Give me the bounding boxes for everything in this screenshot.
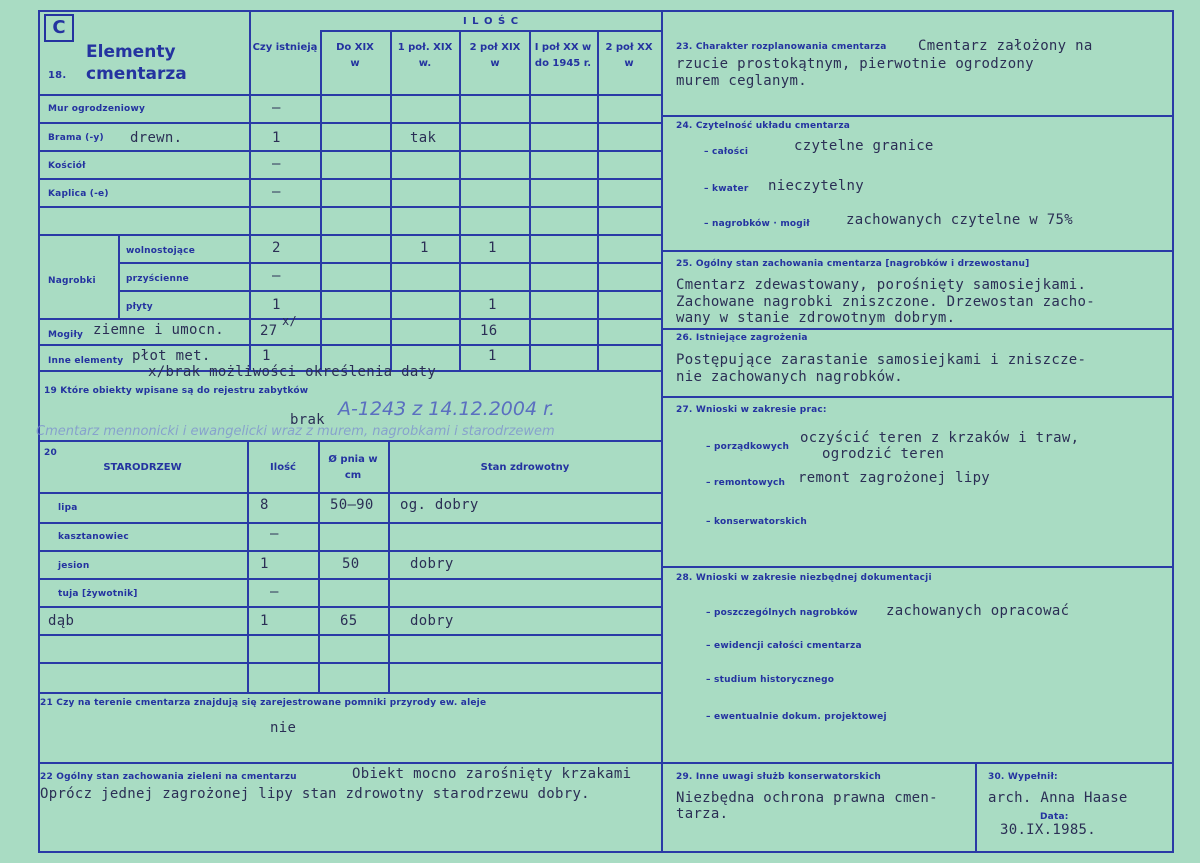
section27-konserwatorskich-label: – konserwatorskich — [706, 517, 807, 527]
tree-name: jesion — [58, 561, 90, 571]
grid-v — [247, 440, 249, 692]
section26-label: 26. Istniejące zagrożenia — [676, 333, 808, 343]
plyty-2pol-xix: 1 — [488, 297, 497, 313]
grid-h — [38, 606, 661, 608]
grid-v — [318, 440, 320, 692]
mogily-czy-footnote-mark: x/ — [282, 314, 298, 328]
section22-line2: Oprócz jednej zagrożonej lipy stan zdrowotny starodrzewu dobry. — [40, 786, 590, 802]
section18-number: 18. — [48, 70, 67, 81]
row-label-nagrobki: Nagrobki — [48, 276, 96, 286]
section24-nagrobkow-value: zachowanych czytelne w 75% — [846, 212, 1073, 228]
brama-extra: drewn. — [130, 130, 183, 146]
section30-date-label: Data: — [1040, 812, 1069, 822]
grid-h — [38, 440, 661, 442]
section24-nagrobkow-label: – nagrobków · mogił — [704, 219, 810, 229]
grid-v — [249, 10, 251, 370]
tree-pnia: 50 — [342, 556, 360, 572]
tree-name: dąb — [48, 613, 75, 629]
row-label-brama: Brama (-y) — [48, 133, 104, 143]
col-header-stan: Stan zdrowotny — [480, 462, 570, 473]
brama-czy: 1 — [272, 130, 281, 146]
col-header-tree-ilosc: Ilość — [270, 462, 296, 473]
section26-line1: Postępujące zarastanie samosiejkami i zniszcze- — [676, 352, 1087, 368]
tree-stan: dobry — [410, 556, 454, 572]
section27-porzadkowych-line2: ogrodzić teren — [822, 446, 945, 462]
grid-h-right — [661, 250, 1174, 252]
section24-kwater-label: – kwater — [704, 184, 749, 194]
col-header-2pol-xx: 2 poł XX w — [605, 42, 653, 69]
brama-1pol-xix: tak — [410, 130, 437, 146]
tree-ilosc: 1 — [260, 556, 269, 572]
grid-h — [118, 290, 661, 292]
section29-line1: Niezbędna ochrona prawna cmen- — [676, 790, 938, 806]
tree-stan: og. dobry — [400, 497, 479, 513]
grid-h — [38, 550, 661, 552]
frame-top — [38, 10, 1174, 12]
row-label-plyty: płyty — [126, 302, 153, 312]
section26-line2: nie zachowanych nagrobków. — [676, 369, 903, 385]
kosciol-czy: – — [272, 156, 281, 172]
section24-kwater-value: nieczytelny — [768, 178, 865, 194]
wolnostojace-1pol-xix: 1 — [420, 240, 429, 256]
section28-label: 28. Wnioski w zakresie niezbędnej dokumentacji — [676, 573, 932, 583]
grid-h — [38, 206, 661, 208]
col-header-1pol-xix: 1 poł. XIX w. — [397, 42, 453, 69]
grid-h-section22 — [38, 762, 1174, 764]
section20-number: 20 — [44, 448, 57, 458]
section27-remontowych-value: remont zagrożonej lipy — [798, 470, 991, 486]
section29-line2: tarza. — [676, 806, 729, 822]
section23-line2: rzucie prostokątnym, pierwotnie ogrodzony — [676, 56, 1034, 72]
grid-h — [38, 94, 661, 96]
section28-ewidencji-label: – ewidencji całości cmentarza — [706, 641, 862, 651]
section25-line3: wany w stanie zdrowotnym dobrym. — [676, 310, 956, 326]
wolnostojace-czy: 2 — [272, 240, 281, 256]
section27-label: 27. Wnioski w zakresie prac: — [676, 405, 827, 415]
grid-h — [38, 122, 661, 124]
grid-h — [38, 578, 661, 580]
grid-h — [118, 262, 661, 264]
grid-h — [38, 150, 661, 152]
section18-title-line1: Elementy — [86, 42, 176, 62]
tree-stan: dobry — [410, 613, 454, 629]
section19-typed-value: brak — [290, 412, 325, 428]
row-label-inne: Inne elementy — [48, 356, 124, 366]
section30-name: arch. Anna Haase — [988, 790, 1128, 806]
section19-label: 19 Które obiekty wpisane są do rejestru zabytków — [44, 386, 309, 396]
section30-date: 30.IX.1985. — [1000, 822, 1097, 838]
section27-porzadkowych-label: – porządkowych — [706, 442, 790, 452]
section21-label: 21 Czy na terenie cmentarza znajdują się zarejestrowane pomniki przyrody ew. aleje — [40, 698, 487, 708]
section28-studium-label: – studium historycznego — [706, 675, 835, 685]
col-header-czy: Czy istnieją — [252, 42, 318, 53]
section24-calosci-label: – całości — [704, 147, 749, 157]
section24-label: 24. Czytelność układu cmentarza — [676, 121, 851, 131]
section22-label: 22 Ogólny stan zachowania zieleni na cmentarzu — [40, 772, 297, 782]
frame-right — [1172, 10, 1174, 853]
section30-label: 30. Wypełnił: — [988, 772, 1058, 782]
plyty-czy: 1 — [272, 297, 281, 313]
row-label-wolnostojace: wolnostojące — [126, 246, 196, 256]
col-header-starodrzew: STARODRZEW — [103, 462, 182, 473]
section18-title-line2: cmentarza — [86, 64, 187, 84]
tree-name: tuja [żywotnik] — [58, 589, 138, 599]
mur-czy: – — [272, 100, 281, 116]
tree-pnia: 65 — [340, 613, 358, 629]
inne-czy: 1 — [262, 348, 271, 364]
section27-porzadkowych-line1: oczyścić teren z krzaków i traw, — [800, 430, 1080, 446]
tree-pnia: 50–90 — [330, 497, 374, 513]
grid-h — [320, 30, 661, 32]
section19-handwritten-register: A-1243 z 14.12.2004 r. — [338, 398, 556, 420]
col-header-ilosc: I L O Ś C — [462, 16, 520, 27]
tree-ilosc: 8 — [260, 497, 269, 513]
wolnostojace-2pol-xix: 1 — [488, 240, 497, 256]
section24-calosci-value: czytelne granice — [794, 138, 934, 154]
row-label-kaplica: Kaplica (-e) — [48, 189, 109, 199]
section25-label: 25. Ogólny stan zachowania cmentarza [nagrobków i drzewostanu] — [676, 259, 1030, 269]
section21-value: nie — [270, 720, 297, 736]
tree-name: kasztanowiec — [58, 532, 129, 542]
section23-line3: murem ceglanym. — [676, 73, 807, 89]
tree-ilosc: 1 — [260, 613, 269, 629]
row-label-przyscienne: przyścienne — [126, 274, 189, 284]
grid-h — [38, 522, 661, 524]
section19-handwritten-faded: Cmentarz mennonicki i ewangelicki wraz z murem, nagrobkami i starodrzewem — [36, 424, 555, 439]
col-header-do-xix: Do XIX w — [336, 42, 374, 69]
section23-label: 23. Charakter rozplanowania cmentarza — [676, 42, 887, 52]
mogily-2pol-xix: 16 — [480, 323, 498, 339]
mogily-extra: ziemne i umocn. — [93, 322, 224, 338]
row-label-mogily: Mogiły — [48, 330, 84, 340]
tree-ilosc: – — [270, 526, 279, 542]
section23-line1: Cmentarz założony na — [918, 38, 1093, 54]
section28-poszczegolnych-label: – poszczególnych nagrobków — [706, 608, 858, 618]
grid-v — [118, 234, 120, 318]
grid-h-right — [661, 115, 1174, 117]
grid-h — [38, 234, 661, 236]
row-label-mur: Mur ogrodzeniowy — [48, 104, 146, 114]
section22-line1: Obiekt mocno zarośnięty krzakami — [352, 766, 632, 782]
section28-poszczegolnych-value: zachowanych opracować — [886, 603, 1070, 619]
grid-h — [38, 344, 661, 346]
middle-divider — [661, 10, 663, 853]
row-label-kosciol: Kościół — [48, 161, 86, 171]
tree-ilosc: – — [270, 584, 279, 600]
mogily-czy: 27 — [260, 323, 278, 339]
section27-remontowych-label: – remontowych — [706, 478, 786, 488]
col-header-1pol-xx: I poł XX w do 1945 r. — [534, 42, 592, 69]
grid-v-section30 — [975, 762, 977, 853]
corner-letter-box: C — [44, 14, 74, 42]
section25-line2: Zachowane nagrobki zniszczone. Drzewostan zacho- — [676, 294, 1095, 310]
grid-h — [38, 178, 661, 180]
grid-h — [38, 662, 661, 664]
col-header-2pol-xix: 2 poł XIX w — [469, 42, 521, 69]
grid-h-right — [661, 396, 1174, 398]
section25-line1: Cmentarz zdewastowany, porośnięty samosiejkami. — [676, 277, 1087, 293]
col-header-pnia: Ø pnia w cm — [328, 454, 378, 481]
kaplica-czy: – — [272, 184, 281, 200]
grid-h — [38, 492, 661, 494]
grid-h-right — [661, 566, 1174, 568]
inne-extra: płot met. — [132, 348, 211, 364]
inne-2pol-xix: 1 — [488, 348, 497, 364]
grid-h — [38, 692, 661, 694]
grid-h — [38, 634, 661, 636]
grid-h — [38, 318, 661, 320]
przyscienne-czy: – — [272, 268, 281, 284]
section28-projektowej-label: – ewentualnie dokum. projektowej — [706, 712, 887, 722]
section29-label: 29. Inne uwagi służb konserwatorskich — [676, 772, 881, 782]
frame-bottom — [38, 851, 1174, 853]
grid-h-right — [661, 328, 1174, 330]
grid-v — [388, 440, 390, 692]
section18-footnote: x/brak możliwości określenia daty — [148, 364, 437, 380]
tree-name: lipa — [58, 503, 78, 513]
